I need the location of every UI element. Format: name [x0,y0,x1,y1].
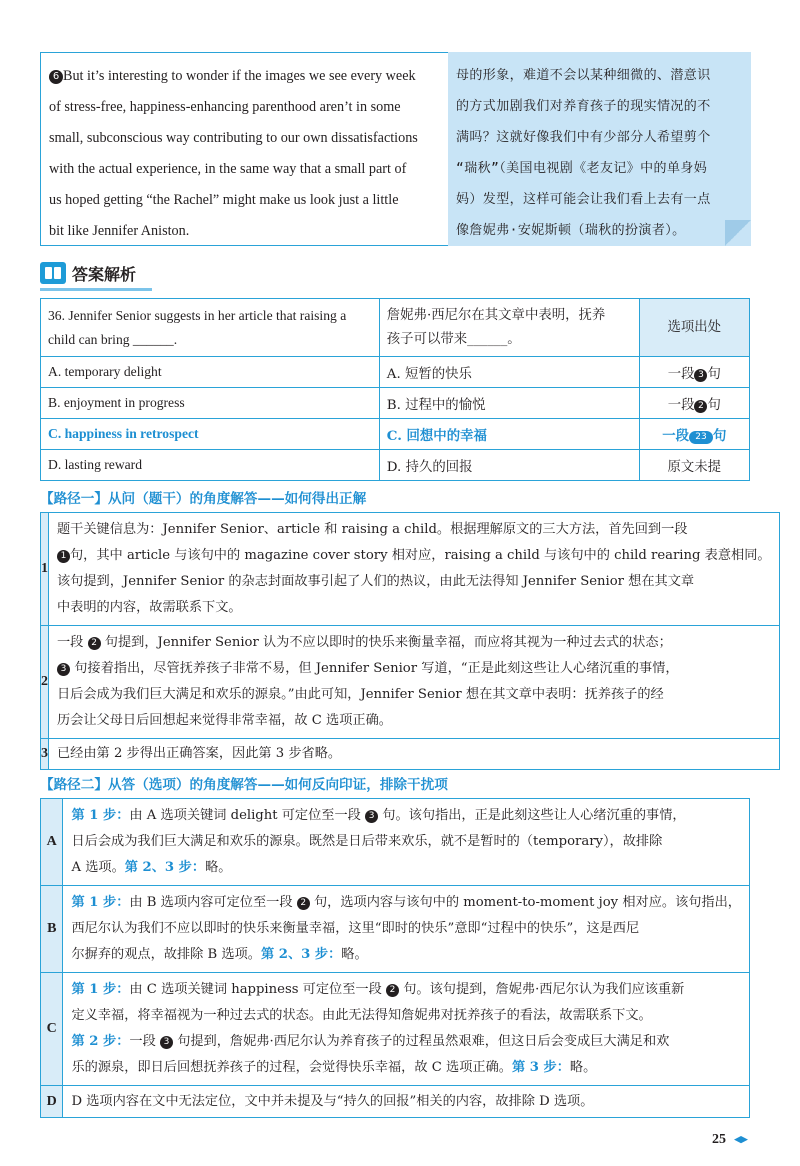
step-label: 2 [41,626,49,739]
option-label: D [41,1086,63,1118]
table-row [41,886,750,973]
option-english: D. lasting reward [41,450,380,481]
table-row [41,513,780,626]
table-row [41,799,750,886]
section-heading [40,260,136,286]
option-english: A. temporary delight [41,357,380,388]
sentence-marker: 2 [386,984,399,997]
step-label: 1 [41,513,49,626]
passage-chinese-line: 的方式加剧我们对养育孩子的现实情况的不 [456,99,711,114]
page-curl-icon [725,220,751,246]
option-source: 一段 3 句 [639,357,749,388]
book-icon [40,262,66,284]
option-analysis-b: 第 1 步：由 B 选项内容可定位至一段 2 句，选项内容与该句中的 moment-to-moment joy 相对应。该句指出， 西尼尔认为我们不应以即时的快乐来衡量幸福，这里“即时的快乐”意即“过程中的快乐”，这是西尼 尔摒弃的观点，故排除 B 选项。第 2、3 步：略。 [63,886,750,973]
passage-chinese-line: 母的形象，难道不会以某种细微的、潜意识 [456,68,711,83]
passage-english-line: of stress-free, happiness-enhancing parenthood aren’t in some [49,99,401,115]
option-english: C. happiness in retrospect [41,419,380,450]
passage-chinese-line: “瑞秋”（美国电视剧《老友记》中的单身妈 [456,161,708,176]
sentence-marker: 2 [297,897,310,910]
source-header: 选项出处 [639,299,749,357]
option-source: 原文未提 [639,450,749,481]
option-chinese: D. 持久的回报 [379,450,639,481]
option-analysis-d: D 选项内容在文中无法定位，文中并未提及与“持久的回报”相关的内容，故排除 D 选项。 [63,1086,750,1118]
passage-english-line: bit like Jennifer Aniston. [49,223,190,239]
route2-heading: 【路径二】从答（选项）的角度解答——如何反向印证，排除干扰项 [40,777,448,793]
option-english: B. enjoyment in progress [41,388,380,419]
option-analysis-c: 第 1 步：由 C 选项关键词 happiness 可定位至一段 2 句。该句提到，詹妮弗·西尼尔认为我们应该重新 定义幸福，将幸福视为一种过去式的状态。由此无法得知詹妮弗对抚养孩子的看法，故需联系下文。 第 2 步：一段 3 句提到，詹妮弗·西尼尔认为养育孩子的过程虽然艰难，但这日后会变成巨大满足和欢 乐的源泉，即日后回想抚养孩子的过程，会觉得快乐幸福，故 C 选项正确。第 3 步：略。 [63,973,750,1086]
table-header-row [41,299,750,357]
step-label: 3 [41,739,49,770]
sentence-marker: 3 [57,663,70,676]
option-source: 一段 23 句 [639,419,749,450]
table-row [41,1086,750,1118]
table-row-correct [41,419,750,450]
page-number: 25 [712,1132,726,1147]
table-row [41,626,780,739]
passage-english [49,61,449,247]
sentence-marker: 3 [160,1036,173,1049]
sentence-marker: 2 [88,637,101,650]
option-label: A [41,799,63,886]
sentence-marker: 6 [49,70,63,84]
route1-table [40,512,780,770]
passage-english-line: us hoped getting “the Rachel” might make us look just a little [49,192,399,208]
step-body: 已经由第 2 步得出正确答案，因此第 3 步省略。 [49,739,780,770]
option-chinese: C. 回想中的幸福 [379,419,639,450]
table-row [41,388,750,419]
option-label: B [41,886,63,973]
passage-english-line: with the actual experience, in the same way that a small part of [49,161,407,177]
question-chinese: 詹妮弗·西尼尔在其文章中表明，抚养 孩子可以带来______。 [379,299,639,357]
option-label: C [41,973,63,1086]
option-analysis-a: 第 1 步：由 A 选项关键词 delight 可定位至一段 3 句。该句指出，正是此刻这些让人心绪沉重的事情， 日后会成为我们巨大满足和欢乐的源泉。既然是日后带来欢乐，就不是暂时的（temporary），故排除 A 选项。第 2、3 步：略。 [63,799,750,886]
passage-english-line: small, subconscious way contributing to our own dissatisfactions [49,130,418,146]
route1-heading: 【路径一】从问（题干）的角度解答——如何得出正解 [40,491,367,507]
answer-table [40,298,750,481]
section-title: 答案解析 [72,264,137,284]
question-english: 36. Jennifer Senior suggests in her article that raising a child can bring ______. [41,299,380,357]
passage-chinese-line: 像詹妮弗·安妮斯顿（瑞秋的扮演者）。 [456,223,686,238]
step-body: 题干关键信息为：Jennifer Senior、article 和 raising a child。根据理解原文的三大方法，首先回到一段 1 句，其中 article 与该句中的 magazine cover story 相对应，raising a child 与该句中的 child rearing 表意相同。 该句提到，Jennifer Senior 的杂志封面故事引起了人们的热议，由此无法得知 Jennifer Senior 想在其文章 中表明的内容，故需联系下文。 [49,513,780,626]
option-source: 一段 2 句 [639,388,749,419]
option-chinese: B. 过程中的愉悦 [379,388,639,419]
translation-note [448,52,751,246]
passage-chinese [456,60,748,246]
table-row [41,450,750,481]
sentence-marker: 1 [57,550,70,563]
table-row [41,357,750,388]
passage-chinese-line: 妈）发型，这样可能会让我们看上去有一点 [456,192,711,207]
table-row [41,739,780,770]
section-underline [40,288,152,291]
table-row [41,973,750,1086]
sentence-marker: 3 [365,810,378,823]
option-chinese: A. 短暂的快乐 [379,357,639,388]
passage-chinese-line: 满吗？这就好像我们中有少部分人希望剪个 [456,130,711,145]
route2-table [40,798,750,1118]
graduation-cap-icon [734,1136,748,1145]
passage-box [40,52,750,246]
step-body: 一段 2 句提到，Jennifer Senior 认为不应以即时的快乐来衡量幸福，而应将其视为一种过去式的状态； 3 句接着指出，尽管抚养孩子非常不易，但 Jennifer Senior 写道，“正是此刻这些让人心绪沉重的事情， 日后会成为我们巨大满足和欢乐的源泉。”由此可知，Jennifer Senior 想在其文章中表明：抚养孩子的经 历会让父母日后回想起来觉得非常幸福，故 C 选项正确。 [49,626,780,739]
passage-english-line: 6 But it’s interesting to wonder if the images we see every week [49,61,449,92]
